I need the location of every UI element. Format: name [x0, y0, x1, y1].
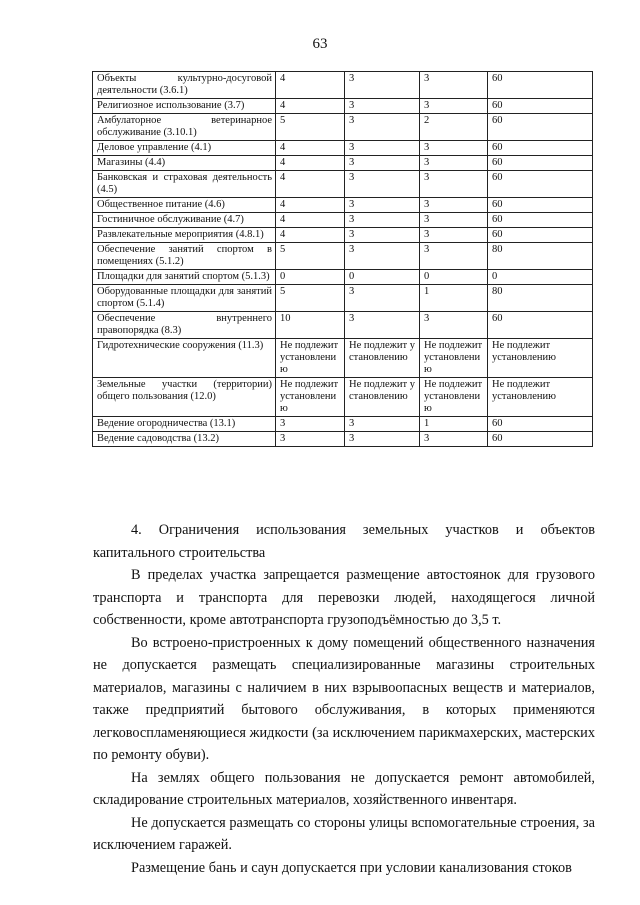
table-row	[93, 156, 593, 171]
parameter-cell: 1	[420, 285, 488, 312]
parameter-cell: 3	[420, 312, 488, 339]
table-row	[93, 228, 593, 243]
table-row	[93, 99, 593, 114]
parameter-cell: 60	[488, 72, 593, 99]
land-use-type-cell: Развлекательные мероприятия (4.8.1)	[93, 228, 276, 243]
table-row	[93, 285, 593, 312]
land-use-type-cell: Объекты культурно-досуговой деятельности (3.6.1)	[93, 72, 276, 99]
parameter-cell: 3	[420, 171, 488, 198]
parameter-cell: 4	[276, 171, 345, 198]
parameter-cell: 3	[420, 432, 488, 447]
land-use-type-cell: Деловое управление (4.1)	[93, 141, 276, 156]
land-use-type-cell: Оборудованные площадки для занятий спортом (5.1.4)	[93, 285, 276, 312]
paragraph-1: В пределах участка запрещается размещение автостоянок для грузового транспорта и транспорта для перевозки людей, находящегося личной собственности, кроме автотранспорта грузоподъёмностью до 3,5 т.	[93, 567, 595, 628]
table-row	[93, 312, 593, 339]
land-use-type-cell: Обеспечение занятий спортом в помещениях (5.1.2)	[93, 243, 276, 270]
parameter-cell: 80	[488, 243, 593, 270]
table-row	[93, 378, 593, 417]
table-row	[93, 339, 593, 378]
paragraph-5: Размещение бань и саун допускается при условии канализования стоков	[131, 859, 572, 876]
table-row	[93, 417, 593, 432]
table-row	[93, 141, 593, 156]
paragraph-2: Во встроено-пристроенных к дому помещений общественного назначения не допускается размещать специализированные магазины строительных материалов, магазины с наличием в них взрывоопасных веществ и материалов, также предприятий бытового обслуживания, в которых применяются легковоспламеняющиеся жидкости (за исключением парикмахерских, мастерских по ремонту обуви).	[93, 634, 595, 763]
parameter-cell: 3	[345, 141, 420, 156]
table-row	[93, 213, 593, 228]
parameter-cell: Не подлежит установлению	[420, 378, 488, 417]
paragraph-4: Не допускается размещать со стороны улицы вспомогательные строения, за исключением гаражей.	[93, 814, 595, 853]
parameter-cell: 3	[345, 72, 420, 99]
parameter-cell: 60	[488, 99, 593, 114]
parameter-cell: 3	[420, 72, 488, 99]
table-row	[93, 171, 593, 198]
parameter-cell: 3	[345, 432, 420, 447]
parameter-cell: 1	[420, 417, 488, 432]
parameter-cell: 3	[345, 285, 420, 312]
parameter-cell: 80	[488, 285, 593, 312]
parameter-cell: 3	[345, 417, 420, 432]
parameter-cell: 4	[276, 156, 345, 171]
table-row	[93, 72, 593, 99]
section-text	[93, 519, 595, 879]
parameter-cell: 3	[420, 243, 488, 270]
parameter-cell: 60	[488, 432, 593, 447]
parameter-cell: Не подлежит установлению	[345, 378, 420, 417]
parameter-cell: 5	[276, 243, 345, 270]
parameter-cell: Не подлежит установлению	[276, 339, 345, 378]
parameter-cell: 3	[345, 99, 420, 114]
parameter-cell: 60	[488, 156, 593, 171]
parameter-cell: 0	[420, 270, 488, 285]
parameter-cell: 3	[420, 213, 488, 228]
parameter-cell: Не подлежит установлению	[276, 378, 345, 417]
table-row	[93, 243, 593, 270]
land-use-type-cell: Гидротехнические сооружения (11.3)	[93, 339, 276, 378]
land-use-type-cell: Магазины (4.4)	[93, 156, 276, 171]
parameter-cell: 3	[345, 312, 420, 339]
parameter-cell: Не подлежит установлению	[488, 339, 593, 378]
parameter-cell: 3	[345, 171, 420, 198]
parameter-cell: 60	[488, 141, 593, 156]
parameter-cell: 3	[345, 198, 420, 213]
parameter-cell: 3	[276, 432, 345, 447]
parameter-cell: Не подлежит установлению	[488, 378, 593, 417]
section-heading: 4. Ограничения использования земельных участков и объектов капитального строительства	[93, 522, 595, 561]
parameter-cell: 3	[420, 228, 488, 243]
parameter-cell: 60	[488, 114, 593, 141]
parameter-cell: 60	[488, 213, 593, 228]
parameter-cell: 5	[276, 114, 345, 141]
parameter-cell: 3	[345, 156, 420, 171]
parameter-cell: 3	[345, 243, 420, 270]
land-use-type-cell: Банковская и страховая деятельность (4.5)	[93, 171, 276, 198]
parameter-cell: 3	[420, 156, 488, 171]
parameter-cell: 3	[420, 99, 488, 114]
parameter-cell: 3	[345, 228, 420, 243]
parameter-cell: 2	[420, 114, 488, 141]
parameter-cell: 3	[420, 141, 488, 156]
land-use-type-cell: Ведение огородничества (13.1)	[93, 417, 276, 432]
land-use-type-cell: Религиозное использование (3.7)	[93, 99, 276, 114]
parameter-cell: 60	[488, 228, 593, 243]
parameter-cell: 60	[488, 198, 593, 213]
parameter-cell: 4	[276, 213, 345, 228]
regulations-table-body	[93, 72, 593, 447]
parameter-cell: 60	[488, 171, 593, 198]
parameter-cell: Не подлежит установлению	[345, 339, 420, 378]
parameter-cell: 4	[276, 99, 345, 114]
table-row	[93, 114, 593, 141]
parameter-cell: 3	[276, 417, 345, 432]
table-row	[93, 270, 593, 285]
parameter-cell: 4	[276, 72, 345, 99]
parameter-cell: 3	[345, 114, 420, 141]
parameter-cell: 4	[276, 228, 345, 243]
parameter-cell: 3	[345, 213, 420, 228]
land-use-type-cell: Площадки для занятий спортом (5.1.3)	[93, 270, 276, 285]
land-use-type-cell: Амбулаторное ветеринарное обслуживание (3.10.1)	[93, 114, 276, 141]
page-number: 63	[312, 36, 328, 52]
parameter-cell: 60	[488, 312, 593, 339]
table-row	[93, 198, 593, 213]
land-use-type-cell: Обеспечение внутреннего правопорядка (8.3)	[93, 312, 276, 339]
parameter-cell: 5	[276, 285, 345, 312]
parameter-cell: 3	[420, 198, 488, 213]
parameter-cell: 0	[276, 270, 345, 285]
land-use-type-cell: Земельные участки (территории) общего пользования (12.0)	[93, 378, 276, 417]
parameter-cell: 4	[276, 141, 345, 156]
table-row	[93, 432, 593, 447]
paragraph-3: На землях общего пользования не допускается ремонт автомобилей, складирование строительных материалов, хозяйственного инвентаря.	[93, 769, 595, 808]
land-use-type-cell: Гостиничное обслуживание (4.7)	[93, 213, 276, 228]
parameter-cell: 10	[276, 312, 345, 339]
parameter-cell: 0	[345, 270, 420, 285]
regulations-table	[92, 71, 593, 447]
parameter-cell: 60	[488, 417, 593, 432]
land-use-type-cell: Общественное питание (4.6)	[93, 198, 276, 213]
parameter-cell: Не подлежит установлению	[420, 339, 488, 378]
parameter-cell: 4	[276, 198, 345, 213]
land-use-type-cell: Ведение садоводства (13.2)	[93, 432, 276, 447]
parameter-cell: 0	[488, 270, 593, 285]
